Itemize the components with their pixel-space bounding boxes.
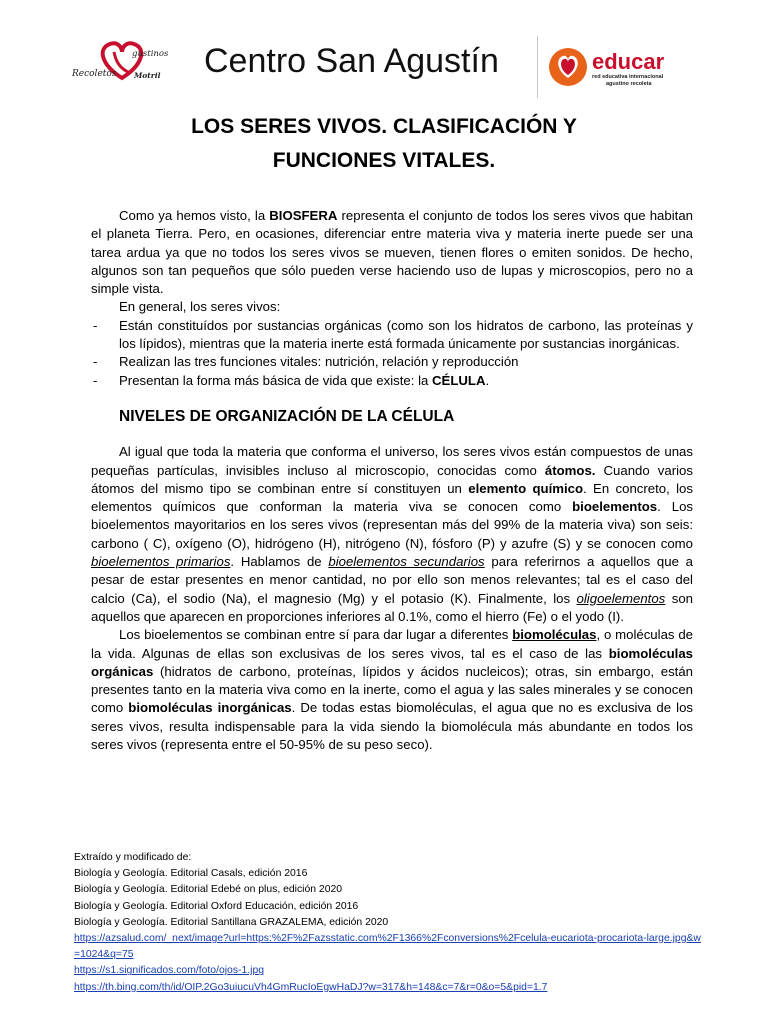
text-run: . En concreto, los elementos químicos que conforman la materia viva se conocen como bbox=[91, 480, 693, 515]
paragraph-biomolecules bbox=[91, 626, 693, 754]
text-run: representa el conjunto de todos los seres vivos que habitan el planeta Tierra. Pero, en ocasiones, diferenciar entre materia viva y materia inerte puede ser una tarea ardua ya que no todos los seres vivos se mueven, tienen flores o emiten sonidos. De hecho, algunos son tan pequeños que sólo pueden verse haciendo uso de lupas y microscopios, pero no a simple vista. bbox=[91, 208, 693, 297]
page-header bbox=[0, 0, 768, 100]
section-heading: NIVELES DE ORGANIZACIÓN DE LA CÉLULA bbox=[119, 407, 455, 425]
bold-term: biomoléculas orgánicas bbox=[91, 645, 693, 679]
text-run: Los bioelementos se combinan entre sí para dar lugar a diferentes bbox=[119, 627, 513, 643]
document-body bbox=[91, 207, 693, 754]
reference-book: Biología y Geología. Editorial Casals, edición 2016 bbox=[74, 868, 308, 880]
reference-book: Biología y Geología. Editorial Santillana GRAZALEMA, edición 2020 bbox=[74, 916, 389, 928]
text-run: . Los bioelementos mayoritarios en los seres vivos (representan más del 99% de la materia viva) son seis: carbono ( C), oxígeno (O), hidrógeno (H), nitrógeno (N), fósforo (P) y azufre (S) y se conocen como bbox=[91, 499, 693, 551]
list-item bbox=[91, 372, 693, 390]
reference-link[interactable]: https://s1.significados.com/foto/ojos-1.jpg bbox=[74, 965, 265, 977]
document-title bbox=[90, 110, 678, 178]
paragraph-atoms bbox=[91, 443, 693, 626]
logo-text-main: Recoletos bbox=[72, 69, 117, 79]
text-run: Cuando varios átomos del mismo tipo se combinan entre sí constituyen un bbox=[91, 462, 693, 496]
paragraph-general: En general, los seres vivos: bbox=[119, 299, 281, 315]
text-run: son aquellos que aparecen en proporciones inferiores al 0.1%, como el hierro (Fe) o el yodo (I). bbox=[91, 590, 693, 624]
educar-logo bbox=[546, 42, 696, 92]
paragraph-intro bbox=[91, 207, 693, 298]
reference-link-row bbox=[74, 931, 704, 963]
references-heading: Extraído y modificado de: bbox=[74, 852, 192, 863]
reference-link[interactable]: https://th.bing.com/th/id/OIP.2Go3uiucuVh4GmRucIoEgwHaDJ?w=317&h=148&c=7&r=0&o=5&pid=1.7 bbox=[74, 981, 548, 993]
school-name: Centro San Agustín bbox=[204, 42, 499, 80]
list-item-text: Están constituídos por sustancias orgánicas (como son los hidratos de carbono, las proteínas y los lípidos), mientras que la materia inerte está formada únicamente por sustancias inorgánicas. bbox=[119, 317, 693, 352]
text-run: (hidratos de carbono, proteínas, lípidos y ácidos nucleicos); otras, sin embargo, están presentes tanto en la materia viva como en la inerte, como el agua y las sales minerales y se conocen como bbox=[91, 663, 693, 716]
italic-term: bioelementos primarios bbox=[91, 554, 231, 570]
reference-link-row bbox=[74, 980, 704, 996]
reference-link-row bbox=[74, 963, 704, 979]
bold-term: bioelementos bbox=[572, 499, 658, 515]
text-run: Al igual que toda la materia que conforma el universo, los seres vivos están compuestos de unas pequeñas partículas, invisibles incluso al microscopio, conocidas como bbox=[91, 444, 693, 478]
header-divider bbox=[537, 36, 538, 98]
list-item bbox=[91, 353, 693, 371]
references-block bbox=[74, 850, 704, 996]
educar-sub1: red educativa internacional bbox=[592, 74, 664, 80]
dash-marker: - bbox=[93, 354, 98, 370]
bold-term: biomoléculas inorgánicas bbox=[128, 700, 292, 716]
bold-term: CÉLULA bbox=[432, 372, 486, 388]
dash-marker: - bbox=[93, 372, 98, 388]
title-line-2: FUNCIONES VITALES. bbox=[272, 149, 496, 172]
reference-book: Biología y Geología. Editorial Edebé on plus, edición 2020 bbox=[74, 884, 343, 896]
list-item-text: Presentan la forma más básica de vida que existe: la bbox=[119, 372, 433, 388]
list-item bbox=[91, 317, 693, 354]
text-run: . bbox=[485, 372, 490, 388]
italic-term: oligoelementos bbox=[576, 590, 666, 606]
educar-brand: educar bbox=[592, 49, 665, 74]
italic-term: bioelementos secundarios bbox=[328, 554, 485, 570]
text-run: , o moléculas de la vida. Algunas de ellas son exclusivas de los seres vivos, tal es el caso de las bbox=[91, 627, 693, 661]
logo-text-place: Motril bbox=[134, 71, 161, 80]
text-run: . Hablamos de bbox=[230, 554, 329, 570]
reference-book: Biología y Geología. Editorial Oxford Educación, edición 2016 bbox=[74, 900, 359, 912]
logo-text-top: gustinos bbox=[132, 49, 169, 59]
reference-link[interactable]: https://azsalud.com/_next/image?url=https:%2F%2Fazsstatic.com%2F1366%2Fconversions%2Fcelula-eucariota-procariota-large.jpg&w=1024&q=75 bbox=[74, 933, 701, 961]
dash-marker: - bbox=[93, 317, 98, 333]
text-run: Como ya hemos visto, la bbox=[119, 208, 270, 223]
list-item-text: Realizan las tres funciones vitales: nutrición, relación y reproducción bbox=[119, 354, 519, 370]
bold-term: biomoléculas bbox=[512, 627, 597, 643]
bold-term: BIOSFERA bbox=[269, 208, 338, 223]
bold-term: elemento químico bbox=[468, 480, 584, 496]
agustinos-recoletos-logo bbox=[70, 38, 176, 90]
text-run: . De todas estas biomoléculas, el agua que no es exclusiva de los seres vivos, resulta indispensable para la vida siendo la biomolécula más abundante en todos los seres vivos (representa entre el 50-95% de su peso seco). bbox=[91, 700, 693, 753]
characteristics-list bbox=[91, 317, 693, 390]
educar-sub2: agustino recoleta bbox=[606, 81, 652, 87]
title-line-1: LOS SERES VIVOS. CLASIFICACIÓN Y bbox=[191, 115, 577, 138]
bold-term: átomos. bbox=[544, 462, 596, 478]
text-run: para referirnos a aquellos que a pesar de estar presentes en menor cantidad, no por ello son menos relevantes; tal es el caso del calcio (Ca), el sodio (Na), el magnesio (Mg) y el potasio (K). Finalmente, los bbox=[91, 554, 693, 606]
